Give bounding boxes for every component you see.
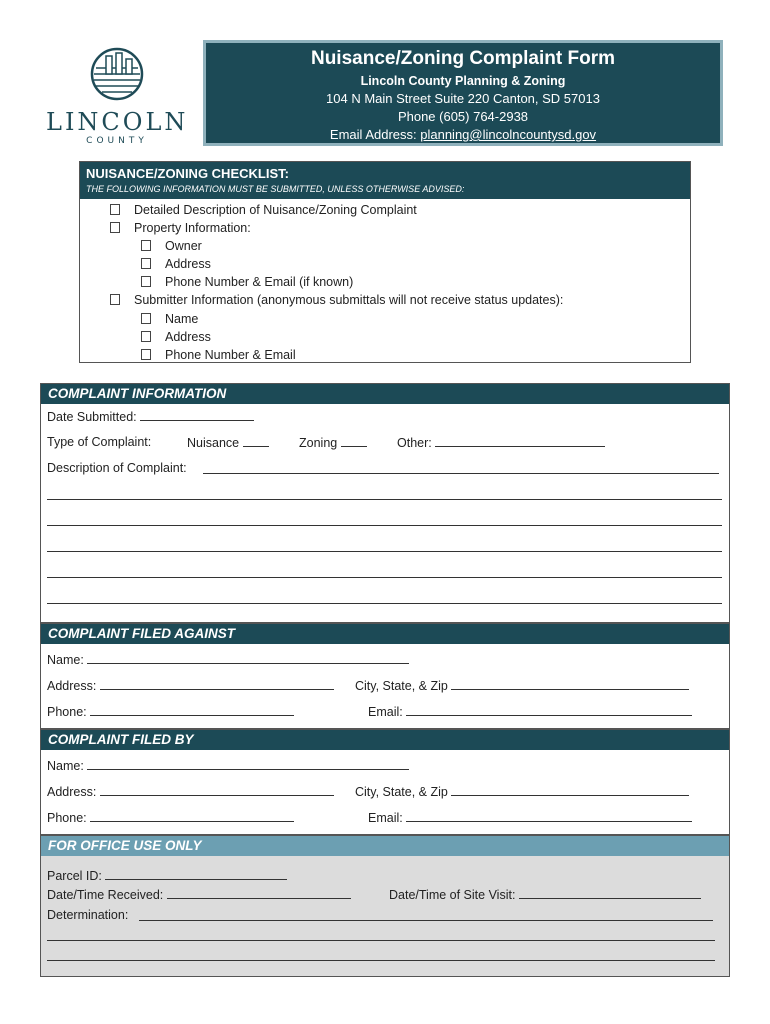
form-header	[203, 40, 723, 146]
filed-against-section	[40, 623, 730, 729]
checklist-subtitle: THE FOLLOWING INFORMATION MUST BE SUBMITTED, UNLESS OTHERWISE ADVISED:	[86, 184, 465, 194]
checkbox-icon[interactable]	[141, 349, 151, 360]
form-title: Nuisance/Zoning Complaint Form	[310, 48, 615, 69]
checkbox-icon[interactable]	[141, 331, 151, 342]
nuisance-option[interactable]: Nuisance	[187, 435, 269, 450]
date-submitted-field[interactable]: Date Submitted:	[47, 409, 254, 424]
against-email-field[interactable]: Email:	[368, 704, 692, 719]
checklist-item: Property Information:	[110, 221, 251, 235]
lincoln-county-emblem-icon	[46, 46, 188, 106]
filed-by-title: COMPLAINT FILED BY	[41, 730, 729, 750]
type-label: Type of Complaint:	[47, 435, 152, 449]
against-phone-field[interactable]: Phone:	[47, 704, 294, 719]
checkbox-icon[interactable]	[141, 313, 151, 324]
zoning-option[interactable]: Zoning	[299, 435, 367, 450]
by-city-field[interactable]: City, State, & Zip	[355, 784, 689, 799]
checklist-item: Owner	[141, 239, 202, 253]
checkbox-icon[interactable]	[110, 204, 120, 215]
description-line[interactable]	[47, 603, 722, 604]
logo-subword: COUNTY	[86, 136, 148, 146]
checklist-item: Phone Number & Email (if known)	[141, 275, 353, 289]
determination-line[interactable]	[47, 960, 715, 961]
against-address-field[interactable]: Address:	[47, 678, 334, 693]
other-field[interactable]: Other:	[397, 435, 605, 450]
description-line[interactable]	[47, 499, 722, 500]
determination-line[interactable]	[47, 940, 715, 941]
office-use-title: FOR OFFICE USE ONLY	[41, 836, 729, 856]
description-label: Description of Complaint:	[47, 461, 187, 475]
determination-label: Determination:	[47, 908, 129, 922]
checklist-item: Submitter Information (anonymous submittals will not receive status updates):	[110, 293, 563, 307]
office-use-section	[40, 835, 730, 977]
checkbox-icon[interactable]	[141, 240, 151, 251]
by-phone-field[interactable]: Phone:	[47, 810, 294, 825]
checklist-item: Address	[141, 330, 211, 344]
parcel-id-field[interactable]: Parcel ID:	[47, 868, 287, 883]
checkbox-icon[interactable]	[141, 276, 151, 287]
org-address: 104 N Main Street Suite 220 Canton, SD 57013	[326, 91, 600, 106]
description-line[interactable]	[47, 551, 722, 552]
org-name: Lincoln County Planning & Zoning	[360, 74, 566, 88]
against-name-field[interactable]: Name:	[47, 652, 409, 667]
description-line[interactable]	[47, 577, 722, 578]
checkbox-icon[interactable]	[110, 222, 120, 233]
checkbox-icon[interactable]	[141, 258, 151, 269]
by-email-field[interactable]: Email:	[368, 810, 692, 825]
org-email-line	[206, 127, 720, 142]
description-line[interactable]	[203, 473, 719, 474]
checklist-item: Phone Number & Email	[141, 348, 296, 362]
checklist-title: NUISANCE/ZONING CHECKLIST:	[86, 166, 289, 181]
complaint-info-section	[40, 383, 730, 623]
against-city-field[interactable]: City, State, & Zip	[355, 678, 689, 693]
description-line[interactable]	[47, 525, 722, 526]
checklist-item: Detailed Description of Nuisance/Zoning Complaint	[110, 203, 417, 217]
date-received-field[interactable]: Date/Time Received:	[47, 887, 351, 902]
email-link[interactable]: planning@lincolncountysd.gov	[420, 127, 597, 142]
checklist-box	[79, 161, 691, 363]
checklist-item: Address	[141, 257, 211, 271]
complaint-info-title: COMPLAINT INFORMATION	[41, 384, 729, 404]
checklist-item: Name	[141, 312, 198, 326]
county-logo	[46, 46, 188, 146]
email-label: Email Address:	[329, 127, 421, 142]
org-phone: Phone (605) 764-2938	[397, 109, 529, 124]
logo-word: LINCOLN	[46, 108, 189, 136]
by-name-field[interactable]: Name:	[47, 758, 409, 773]
checklist-header	[80, 162, 690, 199]
site-visit-field[interactable]: Date/Time of Site Visit:	[389, 887, 701, 902]
filed-by-section	[40, 729, 730, 835]
determination-line[interactable]	[139, 920, 713, 921]
by-address-field[interactable]: Address:	[47, 784, 334, 799]
checkbox-icon[interactable]	[110, 294, 120, 305]
filed-against-title: COMPLAINT FILED AGAINST	[41, 624, 729, 644]
